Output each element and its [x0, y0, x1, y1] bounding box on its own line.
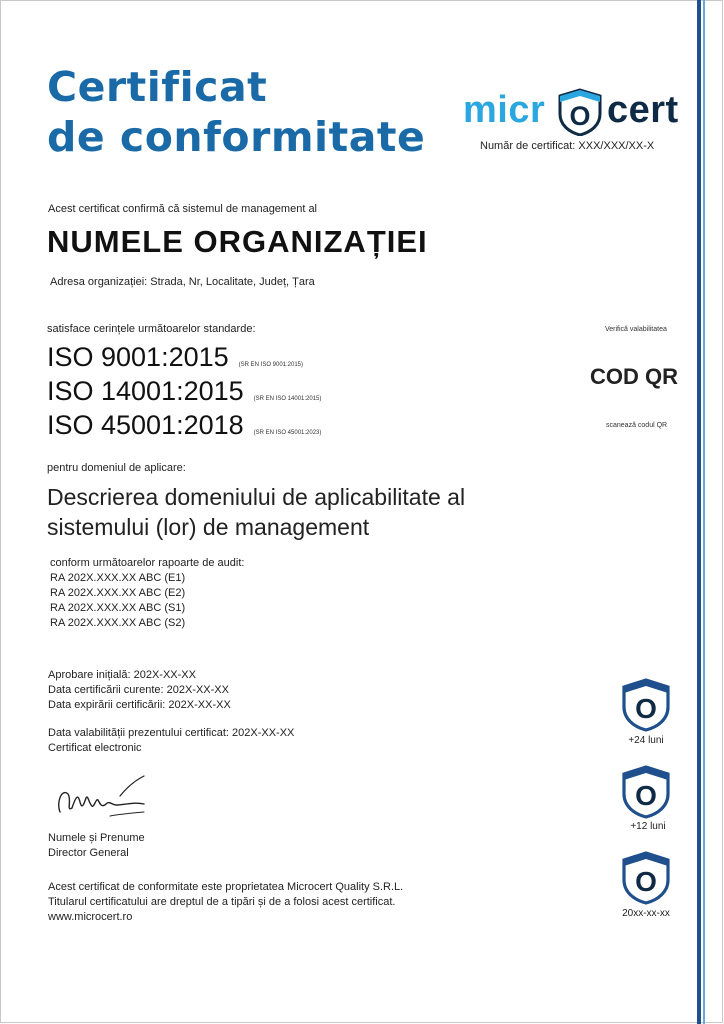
audit-report-item: RA 202X.XXX.XX ABC (S2) — [50, 617, 186, 629]
organization-address: Adresa organizației: Strada, Nr, Localitate, Județ, Țara — [50, 276, 315, 288]
initial-approval-date: Aprobare inițială: 202X-XX-XX — [48, 669, 196, 681]
standard-name: ISO 9001:2015 — [47, 342, 229, 372]
signatory-role: Director General — [48, 847, 129, 859]
logo-shield-icon — [557, 88, 603, 136]
standard-name: ISO 45001:2018 — [47, 410, 244, 440]
current-certification-date: Data certificării curente: 202X-XX-XX — [48, 684, 229, 696]
badge-label: +24 luni — [628, 735, 664, 746]
electronic-certificate-label: Certificat electronic — [48, 742, 142, 754]
footer-line-1: Acest certificat de conformitate este proprietatea Microcert Quality S.R.L. — [48, 881, 404, 893]
validity-block — [48, 726, 294, 756]
right-stripe-dark — [697, 0, 701, 1024]
badge-letter: O — [635, 693, 657, 724]
logo-letter: O — [569, 101, 591, 131]
scope-line-1: Descrierea domeniului de aplicabilitate al — [47, 484, 466, 510]
standard-ref: (SR EN ISO 14001:2015) — [253, 396, 322, 402]
validity-badge-shield-icon — [621, 678, 671, 732]
footer-notice — [48, 880, 403, 925]
qr-code-placeholder[interactable]: COD QR — [590, 364, 678, 389]
footer-line-2: Titularul certificatului are dreptul de a tipări și de a folosi acest certificat. — [48, 896, 396, 908]
validity-badge-shield-icon — [621, 765, 671, 819]
footer-website[interactable]: www.microcert.ro — [48, 911, 133, 923]
title-line-1: Certificat — [47, 63, 268, 111]
validity-date: Data valabilității prezentului certificat: 202X-XX-XX — [48, 727, 295, 739]
certificate-number: Număr de certificat: XXX/XXX/XX-X — [480, 140, 655, 152]
badge-label: 20xx-xx-xx — [622, 908, 670, 919]
standard-row — [47, 376, 321, 407]
signatory-block — [48, 831, 145, 861]
scope-line-2: sistemului (lor) de management — [47, 514, 370, 540]
scope-description — [47, 482, 465, 542]
logo-text-cert: cert — [607, 89, 679, 131]
audit-report-item: RA 202X.XXX.XX ABC (E2) — [50, 587, 186, 599]
signature-icon — [52, 772, 152, 824]
certificate-title — [47, 62, 425, 162]
signatory-name: Numele și Prenume — [48, 832, 145, 844]
scope-intro: pentru domeniul de aplicare: — [47, 462, 186, 474]
right-stripe-light — [703, 0, 705, 1024]
badge-label: +12 luni — [630, 821, 666, 832]
standard-row — [47, 410, 321, 441]
audit-report-item: RA 202X.XXX.XX ABC (E1) — [50, 572, 186, 584]
organization-name: NUMELE ORGANIZAȚIEI — [47, 224, 428, 259]
audit-intro: conform următoarelor rapoarte de audit: — [50, 557, 245, 569]
microcert-logo — [463, 86, 683, 136]
badge-letter: O — [635, 866, 657, 897]
standard-ref: (SR EN ISO 9001:2015) — [238, 362, 304, 368]
certification-dates — [48, 668, 231, 713]
qr-verify-text: Verifică valabilitatea — [605, 326, 667, 333]
standard-ref: (SR EN ISO 45001:2023) — [253, 430, 322, 436]
badge-letter: O — [635, 780, 657, 811]
logo-text-micr: micr — [463, 89, 546, 131]
title-line-2: de conformitate — [47, 113, 426, 161]
validity-badge-shield-icon — [621, 851, 671, 905]
standard-name: ISO 14001:2015 — [47, 376, 244, 406]
audit-reports — [50, 556, 244, 631]
standards-intro: satisface cerințele următoarelor standarde: — [47, 323, 256, 335]
qr-scan-text: scanează codul QR — [606, 422, 668, 429]
intro-text: Acest certificat confirmă că sistemul de management al — [48, 203, 318, 215]
audit-report-item: RA 202X.XXX.XX ABC (S1) — [50, 602, 186, 614]
standard-row — [47, 342, 303, 373]
expiry-date: Data expirării certificării: 202X-XX-XX — [48, 699, 231, 711]
